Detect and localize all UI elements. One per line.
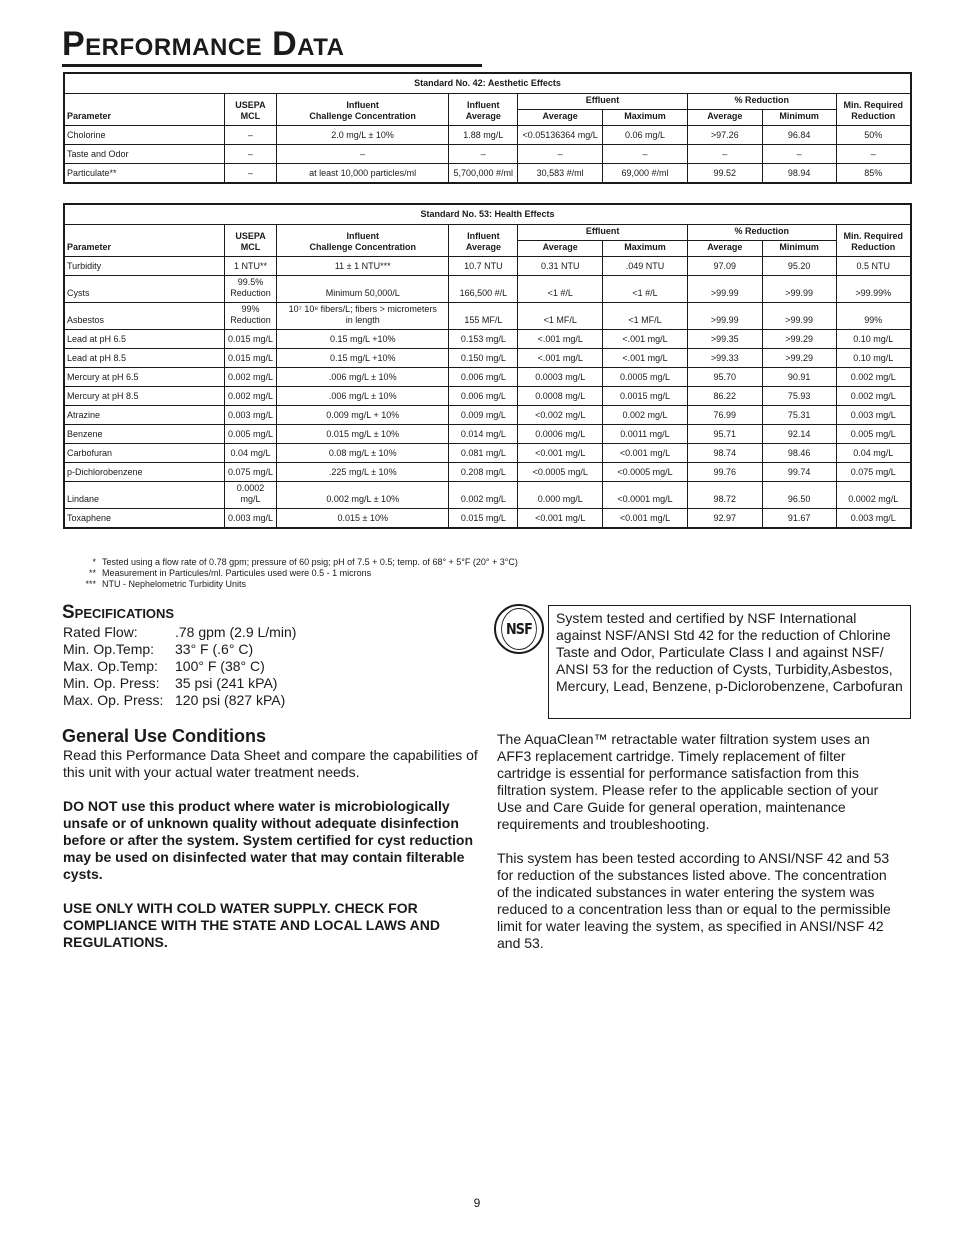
table-row (64, 387, 911, 406)
col-header-effluent-maximum: Maximum (603, 110, 688, 126)
table-standard-53 (63, 203, 912, 529)
table-cell: <0.001 mg/L (603, 444, 688, 463)
table-standard-42 (63, 72, 912, 184)
table-cell: Lead at pH 6.5 (64, 330, 225, 349)
col-header-influent-average: Influent Average (449, 94, 518, 126)
table-cell: 90.91 (762, 368, 836, 387)
table-cell: .225 mg/L ± 10% (277, 463, 449, 482)
table-cell: 2.0 mg/L ± 10% (276, 126, 448, 145)
table-cell: 0.31 NTU (518, 257, 603, 276)
table-cell: >99.29 (762, 349, 836, 368)
table-cell: 99.74 (762, 463, 836, 482)
table-cell: 0.002 mg/L (836, 368, 911, 387)
table-cell: 98.94 (762, 164, 836, 184)
col-header-challenge: Influent Challenge Concentration (276, 94, 448, 126)
table-cell: – (687, 145, 762, 164)
table-cell: 99% (836, 303, 911, 330)
table-cell: 0.0002 mg/L (836, 482, 911, 509)
nsf-certification-box: System tested and certified by NSF International against NSF/ANSI Std 42 for the reduction of Chlorine Taste and Odor, Particulate Class I and against NSF/ ANSI 53 for the reduction of Cysts, Turbidity,Asbestos, Mercury, Lead, Benzene, p-Diclorobenzene, Carbofuran (548, 605, 911, 719)
table-cell: Lead at pH 8.5 (64, 349, 225, 368)
table-cell: 10⁷ 10⁸ fibers/L; fibers > micrometers in length (277, 303, 449, 330)
table-cell: 0.015 ± 10% (277, 509, 449, 529)
table-cell: 5,700,000 #/ml (449, 164, 518, 184)
table-cell: 0.0005 mg/L (603, 368, 688, 387)
table-cell: 1.88 mg/L (449, 126, 518, 145)
table-cell: >99.99 (762, 276, 836, 303)
table-row (64, 406, 911, 425)
col-header-effluent-maximum: Maximum (603, 241, 688, 257)
table-cell: 0.006 mg/L (449, 387, 518, 406)
table-cell: 0.208 mg/L (449, 463, 518, 482)
table-cell: 0.002 mg/L (225, 387, 277, 406)
table-cell: 0.002 mg/L (603, 406, 688, 425)
table-cell: Atrazine (64, 406, 225, 425)
table-caption: Standard No. 42: Aesthetic Effects (64, 73, 911, 94)
table-row (64, 425, 911, 444)
table-cell: Lindane (64, 482, 225, 509)
table-cell: 0.150 mg/L (449, 349, 518, 368)
col-header-reduction-average: Average (687, 241, 762, 257)
table-cell: Turbidity (64, 257, 225, 276)
table-cell: 98.72 (687, 482, 762, 509)
table-cell: 99.76 (687, 463, 762, 482)
table-cell: 0.04 mg/L (225, 444, 277, 463)
col-header-reduction-average: Average (687, 110, 762, 126)
table-cell: 0.015 mg/L (449, 509, 518, 529)
table-cell: 166,500 #/L (449, 276, 518, 303)
table-cell: 0.0002 mg/L (225, 482, 277, 509)
table-cell: Mercury at pH 6.5 (64, 368, 225, 387)
col-header-effluent: Effluent (518, 94, 688, 110)
table-cell: 91.67 (762, 509, 836, 529)
table-cell: 0.005 mg/L (225, 425, 277, 444)
table-cell: Toxaphene (64, 509, 225, 529)
description-para: This system has been tested according to ANSI/NSF 42 and 53 for reduction of the substances listed above. The concentration of the indicated substances in water entering the system was reduced to a concentration less than or equal to the permissible limit for water leaving the system, as specified in ANSI/NSF 42 and 53. (497, 850, 891, 951)
table-cell: 98.74 (687, 444, 762, 463)
table-cell: 0.15 mg/L +10% (277, 349, 449, 368)
table-cell: 0.002 mg/L (836, 387, 911, 406)
table-cell: 0.005 mg/L (836, 425, 911, 444)
table-cell: 95.71 (687, 425, 762, 444)
table-cell: >99.29 (762, 330, 836, 349)
table-cell: Carbofuran (64, 444, 225, 463)
spec-row: Min. Op.Temp: 33° F (.6° C) (63, 641, 254, 657)
table-row (64, 509, 911, 529)
table-cell: 0.0008 mg/L (518, 387, 603, 406)
table-cell: <.001 mg/L (518, 349, 603, 368)
table-cell: >99.35 (687, 330, 762, 349)
table-cell: Asbestos (64, 303, 225, 330)
table-cell: <1 #/L (603, 276, 688, 303)
table-cell: 0.075 mg/L (225, 463, 277, 482)
table-row (64, 368, 911, 387)
table-cell: Cholorine (64, 126, 224, 145)
table-cell: – (518, 145, 603, 164)
table-cell: <0.05136364 mg/L (518, 126, 603, 145)
table-cell: 0.0015 mg/L (603, 387, 688, 406)
table-cell: Particulate** (64, 164, 224, 184)
table-cell: <0.0001 mg/L (603, 482, 688, 509)
table-cell: 0.003 mg/L (836, 509, 911, 529)
spec-row: Min. Op. Press: 35 psi (241 kPA) (63, 675, 278, 691)
table-cell: <0.001 mg/L (603, 509, 688, 529)
table-cell: <0.0005 mg/L (518, 463, 603, 482)
table-cell: 99.5% Reduction (225, 276, 277, 303)
col-header-reduction-minimum: Minimum (762, 241, 836, 257)
col-header-reduction: % Reduction (687, 225, 836, 241)
table-cell: 97.09 (687, 257, 762, 276)
table-cell: 0.006 mg/L (449, 368, 518, 387)
table-cell: 0.10 mg/L (836, 349, 911, 368)
table-cell: <0.001 mg/L (518, 509, 603, 529)
table-cell: Taste and Odor (64, 145, 224, 164)
col-header-effluent-average: Average (518, 241, 603, 257)
table-cell: 95.20 (762, 257, 836, 276)
table-cell: at least 10,000 particles/ml (276, 164, 448, 184)
table-cell: 10.7 NTU (449, 257, 518, 276)
table-cell: 0.081 mg/L (449, 444, 518, 463)
table-caption: Standard No. 53: Health Effects (64, 204, 911, 225)
table-cell: <0.0005 mg/L (603, 463, 688, 482)
table-cell: .006 mg/L ± 10% (277, 368, 449, 387)
col-header-effluent-average: Average (518, 110, 603, 126)
table-cell: 0.075 mg/L (836, 463, 911, 482)
table-cell: 0.002 mg/L (225, 368, 277, 387)
col-header-min-required: Min. Required Reduction (836, 94, 911, 126)
footnotes (78, 557, 518, 590)
table-cell: .049 NTU (603, 257, 688, 276)
table-cell: >99.99 (687, 303, 762, 330)
footnote: ** Measurement in Particules/ml. Particules used were 0.5 - 1 microns (88, 568, 372, 578)
table-cell: 99% Reduction (225, 303, 277, 330)
general-use-heading: General Use Conditions (62, 726, 267, 746)
table-cell: >99.99% (836, 276, 911, 303)
table-cell: 0.0011 mg/L (603, 425, 688, 444)
table-cell: 0.15 mg/L +10% (277, 330, 449, 349)
table-row (64, 463, 911, 482)
spec-row: Max. Op. Press: 120 psi (827 kPA) (63, 692, 286, 708)
table-cell: – (603, 145, 688, 164)
table-cell: 0.153 mg/L (449, 330, 518, 349)
table-cell: 0.08 mg/L ± 10% (277, 444, 449, 463)
table-cell: 0.009 mg/L (449, 406, 518, 425)
table-cell: – (224, 164, 276, 184)
col-header-parameter: Parameter (64, 225, 225, 257)
col-header-challenge: Influent Challenge Concentration (277, 225, 449, 257)
col-header-usepa: USEPA MCL (224, 94, 276, 126)
col-header-reduction: % Reduction (687, 94, 836, 110)
product-description (497, 731, 902, 969)
table-cell: 0.002 mg/L ± 10% (277, 482, 449, 509)
col-header-influent-average: Influent Average (449, 225, 518, 257)
table-cell: – (276, 145, 448, 164)
table-cell: <.001 mg/L (603, 330, 688, 349)
table-cell: 0.0006 mg/L (518, 425, 603, 444)
general-para: Read this Performance Data Sheet and compare the capabilities of this unit with your actual water treatment needs. (63, 747, 478, 780)
col-header-min-required: Min. Required Reduction (836, 225, 911, 257)
table-cell: 0.015 mg/L (225, 349, 277, 368)
table-cell: 0.10 mg/L (836, 330, 911, 349)
table-cell: – (224, 145, 276, 164)
table-cell: 85% (836, 164, 911, 184)
footnote: *** NTU - Nephelometric Turbidity Units (85, 579, 247, 589)
table-cell: 0.0003 mg/L (518, 368, 603, 387)
specifications-heading: Specifications (62, 602, 175, 623)
table-cell: >99.33 (687, 349, 762, 368)
col-header-parameter: Parameter (64, 94, 224, 126)
table-cell: <1 #/L (518, 276, 603, 303)
footnote: * Tested using a flow rate of 0.78 gpm; pressure of 60 psig; pH of 7.5 + 0.5; temp. of 68° + 5°F (20° + 3°C) (92, 557, 518, 567)
table-cell: 0.04 mg/L (836, 444, 911, 463)
table-cell: 96.84 (762, 126, 836, 145)
table-cell: <0.002 mg/L (518, 406, 603, 425)
table-cell: 75.31 (762, 406, 836, 425)
table-cell: 98.46 (762, 444, 836, 463)
nsf-logo-text: NSF (501, 608, 537, 650)
table-cell: Cysts (64, 276, 225, 303)
table-cell: 0.015 mg/L (225, 330, 277, 349)
table-cell: 92.97 (687, 509, 762, 529)
table-cell: Mercury at pH 8.5 (64, 387, 225, 406)
spec-row: Max. Op.Temp: 100° F (38° C) (63, 658, 265, 674)
table-cell: .006 mg/L ± 10% (277, 387, 449, 406)
specifications-list (63, 624, 296, 709)
spec-row: Rated Flow: .78 gpm (2.9 L/min) (63, 624, 297, 640)
table-cell: 155 MF/L (449, 303, 518, 330)
table-cell: <0.001 mg/L (518, 444, 603, 463)
table-cell: 76.99 (687, 406, 762, 425)
table-cell: <1 MF/L (603, 303, 688, 330)
table-row (64, 276, 911, 303)
table-cell: 86.22 (687, 387, 762, 406)
table-cell: 0.06 mg/L (603, 126, 688, 145)
table-cell: <.001 mg/L (518, 330, 603, 349)
table-cell: 0.003 mg/L (225, 406, 277, 425)
table-cell: 1 NTU** (225, 257, 277, 276)
table-cell: 95.70 (687, 368, 762, 387)
col-header-reduction-minimum: Minimum (762, 110, 836, 126)
table-row (64, 164, 911, 184)
table-cell: 0.009 mg/L + 10% (277, 406, 449, 425)
table-row (64, 303, 911, 330)
table-cell: 30,583 #/ml (518, 164, 603, 184)
table-row (64, 482, 911, 509)
table-cell: 69,000 #/ml (603, 164, 688, 184)
table-row (64, 330, 911, 349)
table-cell: – (449, 145, 518, 164)
general-use-conditions (63, 747, 483, 968)
table-row (64, 257, 911, 276)
table-row (64, 349, 911, 368)
page-number: 9 (473, 1196, 481, 1210)
table-cell: 0.003 mg/L (836, 406, 911, 425)
table-cell: 11 ± 1 NTU*** (277, 257, 449, 276)
table-row (64, 444, 911, 463)
table-cell: – (224, 126, 276, 145)
col-header-effluent: Effluent (518, 225, 688, 241)
table-cell: 0.003 mg/L (225, 509, 277, 529)
table-cell: >99.99 (762, 303, 836, 330)
table-cell: 75.93 (762, 387, 836, 406)
warning-para: DO NOT use this product where water is microbiologically unsafe or of unknown quality without adequate disinfection before or after the system. System certified for cyst reduction may be used on disinfected water that may contain filterable cysts. (63, 798, 474, 882)
table-cell: >99.99 (687, 276, 762, 303)
table-cell: 0.015 mg/L ± 10% (277, 425, 449, 444)
table-cell: 0.014 mg/L (449, 425, 518, 444)
table-cell: <.001 mg/L (603, 349, 688, 368)
table-row (64, 126, 911, 145)
col-header-usepa: USEPA MCL (225, 225, 277, 257)
warning-para: USE ONLY WITH COLD WATER SUPPLY. CHECK FOR COMPLIANCE WITH THE STATE AND LOCAL LAWS AND REGULATIONS. (63, 900, 440, 950)
nsf-logo-icon (494, 604, 544, 654)
table-cell: 96.50 (762, 482, 836, 509)
table-cell: <1 MF/L (518, 303, 603, 330)
table-cell: p-Dichlorobenzene (64, 463, 225, 482)
table-cell: 92.14 (762, 425, 836, 444)
table-cell: – (836, 145, 911, 164)
table-cell: Minimum 50,000/L (277, 276, 449, 303)
table-cell: 50% (836, 126, 911, 145)
table-cell: Benzene (64, 425, 225, 444)
table-cell: 0.002 mg/L (449, 482, 518, 509)
table-row (64, 145, 911, 164)
description-para: The AquaClean™ retractable water filtration system uses an AFF3 replacement cartridge. Timely replacement of filter cartridge is essential for performance satisfaction from this filtration system. Please refer to the applicable section of your Use and Care Guide for general operation, maintenance requirements and troubleshooting. (497, 731, 879, 832)
table-cell: – (762, 145, 836, 164)
table-cell: 0.000 mg/L (518, 482, 603, 509)
table-cell: >97.26 (687, 126, 762, 145)
page-title: Performance Data (62, 24, 482, 67)
table-cell: 99.52 (687, 164, 762, 184)
table-cell: 0.5 NTU (836, 257, 911, 276)
